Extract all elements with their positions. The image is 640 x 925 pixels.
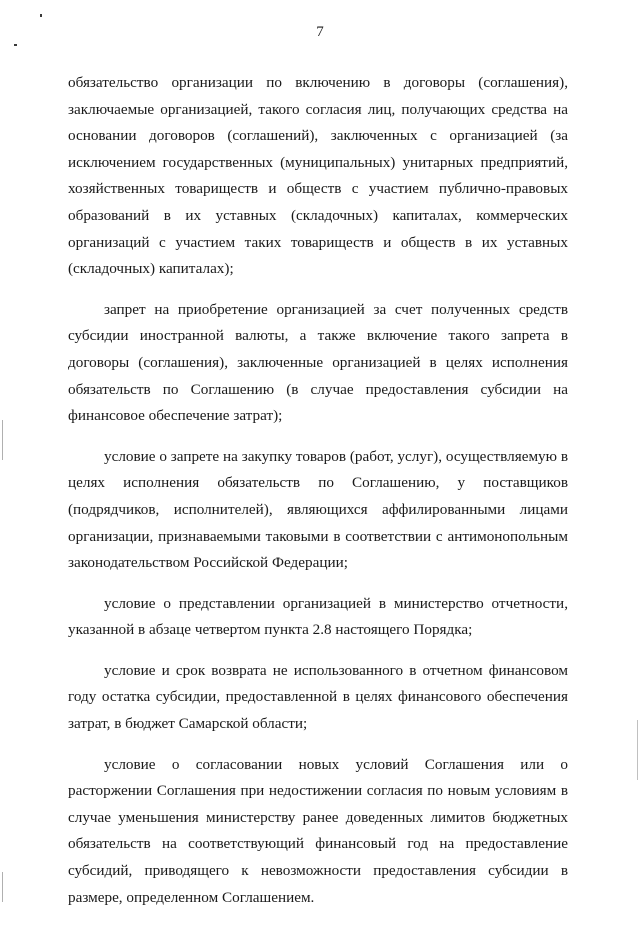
paragraph-reporting: условие о представлении организацией в министерство отчетности, указанной в абзаце четвертом пункта 2.8 настоящего Порядка; [68, 594, 568, 639]
scan-edge-mark [637, 720, 638, 780]
page-number: 7 [316, 24, 324, 40]
paragraph-currency-ban: запрет на приобретение организацией за счет полученных средств субсидии иностранной валюты, а также включение такого запрета в договоры (соглашения), заключенные организацией в целях исполнения обязательств по Соглашению (в случае предоставления субсидии на финансовое обеспечение затрат); [68, 300, 568, 425]
scan-edge-mark [2, 420, 3, 460]
paragraph-continuation: обязательство организации по включению в договоры (соглашения), заключаемые организацией, такого согласия лиц, получающих средства на основании договоров (соглашений), заключенных с организацией (за исключением государственных (муниципальных) унитарных предприятий, хозяйственных товариществ и обществ с участием публично-правовых образований в их уставных (складочных) капиталах, коммерческих организаций с участием таких товариществ и обществ в их уставных (складочных) капиталах); [68, 74, 568, 278]
paragraph-agreement-change: условие о согласовании новых условий Соглашения или о расторжении Соглашения при недостижении согласия по новым условиям в случае уменьшения министерству ранее доведенных лимитов бюджетных обязательств на соответствующий финансовый год на предоставление субсидий, приводящего к невозможности предоставления субсидии в размере, определенном Соглашением. [68, 755, 568, 906]
scan-edge-mark [2, 872, 3, 902]
paragraph-procurement-ban: условие о запрете на закупку товаров (работ, услуг), осуществляемую в целях исполнения обязательств по Соглашению, у поставщиков (подрядчиков, исполнителей), являющихся аффилированными лицами организации, признаваемыми таковыми в соответствии с антимонопольным законодательством Российской Федерации; [68, 447, 568, 572]
scan-speck [14, 44, 17, 46]
scan-speck [40, 14, 42, 17]
document-body [68, 70, 568, 925]
paragraph-refund: условие и срок возврата не использованного в отчетном финансовом году остатка субсидии, предоставленной в целях финансового обеспечения затрат, в бюджет Самарской области; [68, 661, 568, 733]
